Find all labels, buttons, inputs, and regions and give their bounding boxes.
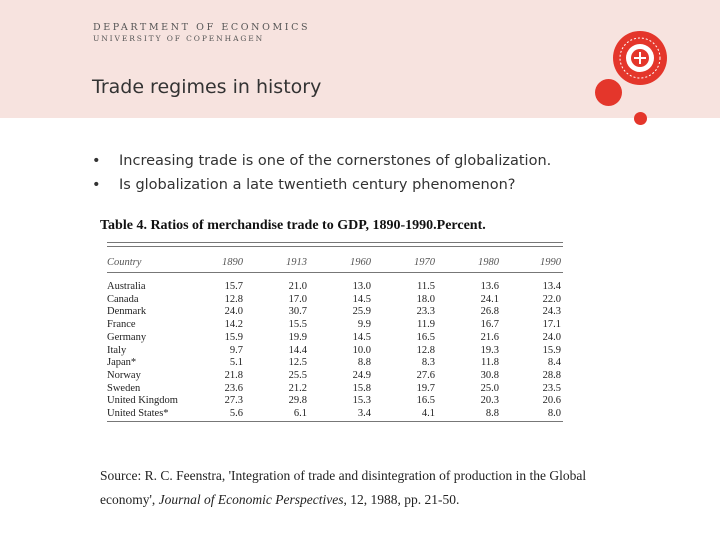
value-cell: 30.7 — [288, 306, 307, 318]
decorative-dot-large — [595, 79, 622, 106]
source-line-1: Source: R. C. Feenstra, 'Integration of trade and disintegration of production in the Global — [100, 468, 587, 483]
value-cell: 24.0 — [224, 306, 243, 318]
value-cell: 15.7 — [224, 281, 243, 292]
value-cell: 15.8 — [352, 382, 371, 394]
value-cell: 8.8 — [357, 357, 371, 369]
table-row — [107, 294, 563, 306]
value-cell: 12.8 — [224, 293, 243, 305]
value-cell: 29.8 — [288, 395, 307, 407]
value-cell: 5.6 — [229, 408, 243, 419]
value-cell: 13.4 — [542, 281, 561, 292]
table-row — [107, 306, 563, 318]
value-cell: 24.3 — [542, 306, 561, 318]
bullet-dot-icon: • — [92, 153, 101, 169]
table-row — [107, 370, 563, 382]
trade-ratio-table — [107, 240, 563, 425]
value-cell: 24.0 — [542, 331, 561, 343]
table-row — [107, 332, 563, 344]
country-cell: Australia — [107, 281, 146, 292]
source-suffix: , 12, 1988, pp. 21-50. — [343, 492, 460, 507]
journal-title: Journal of Economic Perspectives — [158, 492, 344, 507]
value-cell: 19.9 — [288, 331, 307, 343]
decorative-dot-small — [634, 112, 647, 125]
bullet-list — [92, 152, 551, 200]
value-cell: 14.5 — [352, 331, 371, 343]
country-cell: Denmark — [107, 306, 147, 318]
header-year: 1960 — [350, 257, 371, 268]
value-cell: 23.5 — [542, 382, 561, 394]
value-cell: 5.1 — [229, 357, 243, 369]
value-cell: 21.8 — [224, 369, 243, 381]
country-cell: United States* — [107, 408, 169, 419]
header-year: 1990 — [540, 257, 561, 268]
country-cell: France — [107, 319, 136, 331]
country-cell: Germany — [107, 331, 147, 343]
table-row — [107, 383, 563, 395]
header-year: 1913 — [286, 257, 307, 268]
value-cell: 14.4 — [288, 344, 307, 356]
table-rule-top-double — [107, 246, 563, 247]
value-cell: 24.9 — [352, 369, 371, 381]
table-rule-top — [107, 242, 563, 243]
header-year: 1980 — [478, 257, 499, 268]
value-cell: 21.2 — [288, 382, 307, 394]
table-row — [107, 281, 563, 293]
country-cell: Italy — [107, 344, 127, 356]
table-row — [107, 319, 563, 331]
university-name: UNIVERSITY OF COPENHAGEN — [93, 34, 265, 43]
value-cell: 16.5 — [416, 395, 435, 407]
header-country: Country — [107, 257, 142, 268]
university-seal-icon — [612, 30, 668, 86]
value-cell: 8.8 — [485, 408, 499, 419]
table-row — [107, 345, 563, 357]
value-cell: 13.6 — [480, 281, 499, 292]
value-cell: 15.5 — [288, 319, 307, 331]
value-cell: 16.7 — [480, 319, 499, 331]
value-cell: 3.4 — [357, 408, 371, 419]
value-cell: 9.9 — [357, 319, 371, 331]
value-cell: 12.5 — [288, 357, 307, 369]
value-cell: 20.6 — [542, 395, 561, 407]
value-cell: 15.9 — [224, 331, 243, 343]
value-cell: 21.6 — [480, 331, 499, 343]
value-cell: 6.1 — [293, 408, 307, 419]
country-cell: Canada — [107, 293, 139, 305]
department-name: DEPARTMENT OF ECONOMICS — [93, 22, 311, 33]
value-cell: 9.7 — [229, 344, 243, 356]
value-cell: 12.8 — [416, 344, 435, 356]
country-cell: United Kingdom — [107, 395, 178, 407]
value-cell: 15.9 — [542, 344, 561, 356]
slide-title: Trade regimes in history — [92, 76, 322, 98]
source-prefix: economy', — [100, 492, 159, 507]
value-cell: 19.7 — [416, 382, 435, 394]
bullet-item — [92, 152, 551, 176]
value-cell: 23.3 — [416, 306, 435, 318]
country-cell: Japan* — [107, 357, 137, 369]
value-cell: 14.5 — [352, 293, 371, 305]
value-cell: 4.1 — [421, 408, 435, 419]
value-cell: 8.0 — [547, 408, 561, 419]
value-cell: 24.1 — [480, 293, 499, 305]
value-cell: 22.0 — [542, 293, 561, 305]
country-cell: Sweden — [107, 382, 141, 394]
value-cell: 25.5 — [288, 369, 307, 381]
table-rule-bottom — [107, 421, 563, 422]
value-cell: 11.8 — [481, 357, 499, 369]
bullet-text: Increasing trade is one of the cornerstones of globalization. — [119, 153, 552, 169]
value-cell: 8.3 — [421, 357, 435, 369]
value-cell: 16.5 — [416, 331, 435, 343]
country-cell: Norway — [107, 369, 141, 381]
header-year: 1970 — [414, 257, 435, 268]
value-cell: 26.8 — [480, 306, 499, 318]
source-line-2 — [100, 488, 640, 512]
table-title: Table 4. Ratios of merchandise trade to GDP, 1890-1990.Percent. — [100, 218, 486, 233]
value-cell: 25.0 — [480, 382, 499, 394]
table-header-row — [107, 257, 563, 269]
table-rule-header — [107, 272, 563, 273]
value-cell: 15.3 — [352, 395, 371, 407]
source-citation — [100, 464, 640, 512]
value-cell: 17.0 — [288, 293, 307, 305]
bullet-item — [92, 176, 551, 200]
value-cell: 28.8 — [542, 369, 561, 381]
value-cell: 8.4 — [547, 357, 561, 369]
value-cell: 21.0 — [288, 281, 307, 292]
value-cell: 18.0 — [416, 293, 435, 305]
table-row — [107, 395, 563, 407]
header-year: 1890 — [222, 257, 243, 268]
value-cell: 11.9 — [417, 319, 435, 331]
value-cell: 17.1 — [542, 319, 561, 331]
value-cell: 19.3 — [480, 344, 499, 356]
value-cell: 10.0 — [352, 344, 371, 356]
table-row — [107, 357, 563, 369]
bullet-dot-icon: • — [92, 177, 101, 193]
value-cell: 11.5 — [417, 281, 435, 292]
value-cell: 25.9 — [352, 306, 371, 318]
value-cell: 27.3 — [224, 395, 243, 407]
value-cell: 23.6 — [224, 382, 243, 394]
value-cell: 13.0 — [352, 281, 371, 292]
value-cell: 30.8 — [480, 369, 499, 381]
value-cell: 14.2 — [224, 319, 243, 331]
value-cell: 20.3 — [480, 395, 499, 407]
table-row — [107, 408, 563, 420]
value-cell: 27.6 — [416, 369, 435, 381]
bullet-text: Is globalization a late twentieth century phenomenon? — [119, 177, 516, 193]
